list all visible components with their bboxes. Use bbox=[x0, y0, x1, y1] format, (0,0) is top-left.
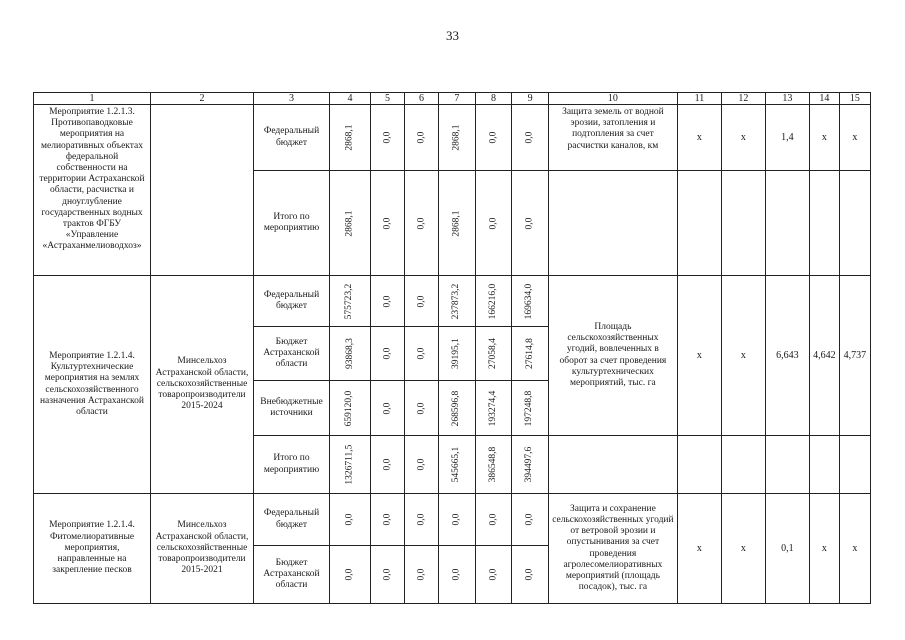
value-cell: 0,0 bbox=[451, 514, 462, 526]
value-cell: 394497,6 bbox=[524, 447, 535, 483]
col-header: 8 bbox=[475, 93, 512, 105]
executor bbox=[151, 105, 254, 276]
col-header: 11 bbox=[677, 93, 721, 105]
col-header: 2 bbox=[151, 93, 254, 105]
value-cell: 4,737 bbox=[839, 276, 870, 436]
col-header: 10 bbox=[548, 93, 677, 105]
value-cell: 575723,2 bbox=[344, 283, 355, 320]
value-cell: 0,0 bbox=[524, 132, 535, 144]
funding-source: Итого по мероприятию bbox=[254, 171, 330, 276]
value-cell: 0,0 bbox=[415, 132, 426, 144]
indicator: Защита и сохранение сельскохозяйственных угодий от ветровой эрозии и опустынивания за счет проведения агролесомелиоративных мероприятий (площадь посадок), тыс. га bbox=[548, 494, 677, 604]
value-cell: 0,0 bbox=[524, 569, 535, 581]
value-cell: 0,0 bbox=[344, 569, 355, 581]
empty-cell bbox=[839, 436, 870, 494]
value-cell: 545665,1 bbox=[451, 447, 462, 483]
value-cell: х bbox=[721, 105, 765, 171]
value-cell: 2868,1 bbox=[451, 210, 462, 237]
value-cell: 4,642 bbox=[809, 276, 839, 436]
col-header: 5 bbox=[371, 93, 405, 105]
value-cell: 0,0 bbox=[381, 402, 392, 415]
col-header: 15 bbox=[839, 93, 870, 105]
value-cell: 0,0 bbox=[451, 569, 462, 581]
value-cell: 0,0 bbox=[381, 348, 392, 360]
value-cell: 0,0 bbox=[381, 217, 392, 230]
value-cell: 93868,3 bbox=[344, 338, 355, 370]
value-cell: 0,0 bbox=[415, 402, 426, 415]
value-cell: х bbox=[721, 494, 765, 604]
value-cell: 268596,8 bbox=[451, 390, 462, 427]
value-cell: 0,0 bbox=[381, 569, 392, 581]
value-cell: 193274,4 bbox=[487, 390, 498, 427]
col-header: 3 bbox=[254, 93, 330, 105]
value-cell: 0,0 bbox=[524, 514, 535, 526]
funding-source: Федеральный бюджет bbox=[254, 494, 330, 546]
value-cell: 659120,0 bbox=[344, 390, 355, 427]
value-cell: х bbox=[677, 276, 721, 436]
col-header: 14 bbox=[809, 93, 839, 105]
empty-cell bbox=[809, 171, 839, 276]
col-header: 4 bbox=[330, 93, 371, 105]
value-cell: 1326711,5 bbox=[344, 444, 355, 486]
value-cell: 0,0 bbox=[415, 295, 426, 308]
executor: Минсельхоз Астраханской области, сельскохозяйственные товаропроизводители 2015-2021 bbox=[151, 494, 254, 604]
value-cell: 0,0 bbox=[524, 217, 535, 230]
value-cell: 0,0 bbox=[415, 459, 426, 471]
value-cell: 0,0 bbox=[381, 295, 392, 308]
funding-source: Бюджет Астраханской области bbox=[254, 327, 330, 381]
value-cell: 2868,1 bbox=[344, 210, 355, 237]
empty-cell bbox=[839, 171, 870, 276]
measure-name: Мероприятие 1.2.1.4. Фитомелиоративные мероприятия, направленные на закрепление песков bbox=[34, 494, 151, 604]
table-row bbox=[34, 105, 871, 171]
empty-cell bbox=[677, 436, 721, 494]
page-number: 33 bbox=[446, 28, 459, 43]
value-cell: х bbox=[677, 105, 721, 171]
col-header: 1 bbox=[34, 93, 151, 105]
funding-source: Внебюджетные источники bbox=[254, 381, 330, 436]
empty-cell bbox=[677, 171, 721, 276]
empty-cell bbox=[721, 171, 765, 276]
value-cell: х bbox=[677, 494, 721, 604]
table-row bbox=[34, 276, 871, 327]
value-cell: 0,0 bbox=[415, 348, 426, 360]
value-cell: 27058,4 bbox=[487, 338, 498, 370]
value-cell: 6,643 bbox=[765, 276, 809, 436]
empty-cell bbox=[548, 436, 677, 494]
value-cell: 169634,0 bbox=[524, 283, 535, 320]
value-cell: 197248,8 bbox=[524, 390, 535, 427]
value-cell: 0,0 bbox=[381, 514, 392, 526]
value-cell: х bbox=[809, 105, 839, 171]
funding-source: Бюджет Астраханской области bbox=[254, 546, 330, 604]
header-row bbox=[34, 93, 871, 105]
indicator: Защита земель от водной эрозии, затопления и подтопления за счет расчистки каналов, км bbox=[548, 105, 677, 171]
empty-cell bbox=[721, 436, 765, 494]
col-header: 12 bbox=[721, 93, 765, 105]
value-cell: 166216,0 bbox=[487, 283, 498, 320]
value-cell: х bbox=[809, 494, 839, 604]
empty-cell bbox=[548, 171, 677, 276]
value-cell: 0,0 bbox=[487, 132, 498, 144]
indicator: Площадь сельскохозяйственных угодий, вовлеченных в оборот за счет проведения культуртехнических мероприятий, тыс. га bbox=[548, 276, 677, 436]
value-cell: 0,0 bbox=[487, 569, 498, 581]
value-cell: 237873,2 bbox=[451, 283, 462, 320]
value-cell: 0,0 bbox=[487, 514, 498, 526]
value-cell: 386548,8 bbox=[487, 447, 498, 483]
col-header: 7 bbox=[439, 93, 476, 105]
value-cell: 39195,1 bbox=[451, 338, 462, 370]
value-cell: 2868,1 bbox=[344, 124, 355, 152]
funding-source: Федеральный бюджет bbox=[254, 105, 330, 171]
value-cell: 0,0 bbox=[415, 217, 426, 230]
table-row bbox=[34, 494, 871, 546]
empty-cell bbox=[765, 436, 809, 494]
value-cell: 1,4 bbox=[765, 105, 809, 171]
value-cell: х bbox=[721, 276, 765, 436]
value-cell: 2868,1 bbox=[451, 124, 462, 152]
value-cell: 0,0 bbox=[415, 514, 426, 526]
funding-source: Федеральный бюджет bbox=[254, 276, 330, 327]
measure-name: Мероприятие 1.2.1.4. Культуртехнические мероприятия на землях сельскохозяйственного назначения Астраханской области bbox=[34, 276, 151, 494]
value-cell: 0,1 bbox=[765, 494, 809, 604]
measure-name: Мероприятие 1.2.1.3. Противопаводковые мероприятия на мелиоративных объектах федеральной собственности на территории Астраханской области, расчистка и дноуглубление государственных водных трактов ФГБУ «Управление «Астраханмелиоводхоз» bbox=[34, 105, 151, 276]
program-table bbox=[33, 92, 871, 604]
value-cell: 0,0 bbox=[381, 459, 392, 471]
funding-source: Итого по мероприятию bbox=[254, 436, 330, 494]
empty-cell bbox=[809, 436, 839, 494]
col-header: 9 bbox=[512, 93, 549, 105]
col-header: 6 bbox=[405, 93, 439, 105]
empty-cell bbox=[765, 171, 809, 276]
value-cell: х bbox=[839, 494, 870, 604]
value-cell: 0,0 bbox=[487, 217, 498, 230]
value-cell: 0,0 bbox=[415, 569, 426, 581]
value-cell: 0,0 bbox=[381, 132, 392, 144]
value-cell: х bbox=[839, 105, 870, 171]
value-cell: 27614,8 bbox=[524, 338, 535, 370]
executor: Минсельхоз Астраханской области, сельскохозяйственные товаропроизводители 2015-2024 bbox=[151, 276, 254, 494]
value-cell: 0,0 bbox=[344, 514, 355, 526]
col-header: 13 bbox=[765, 93, 809, 105]
